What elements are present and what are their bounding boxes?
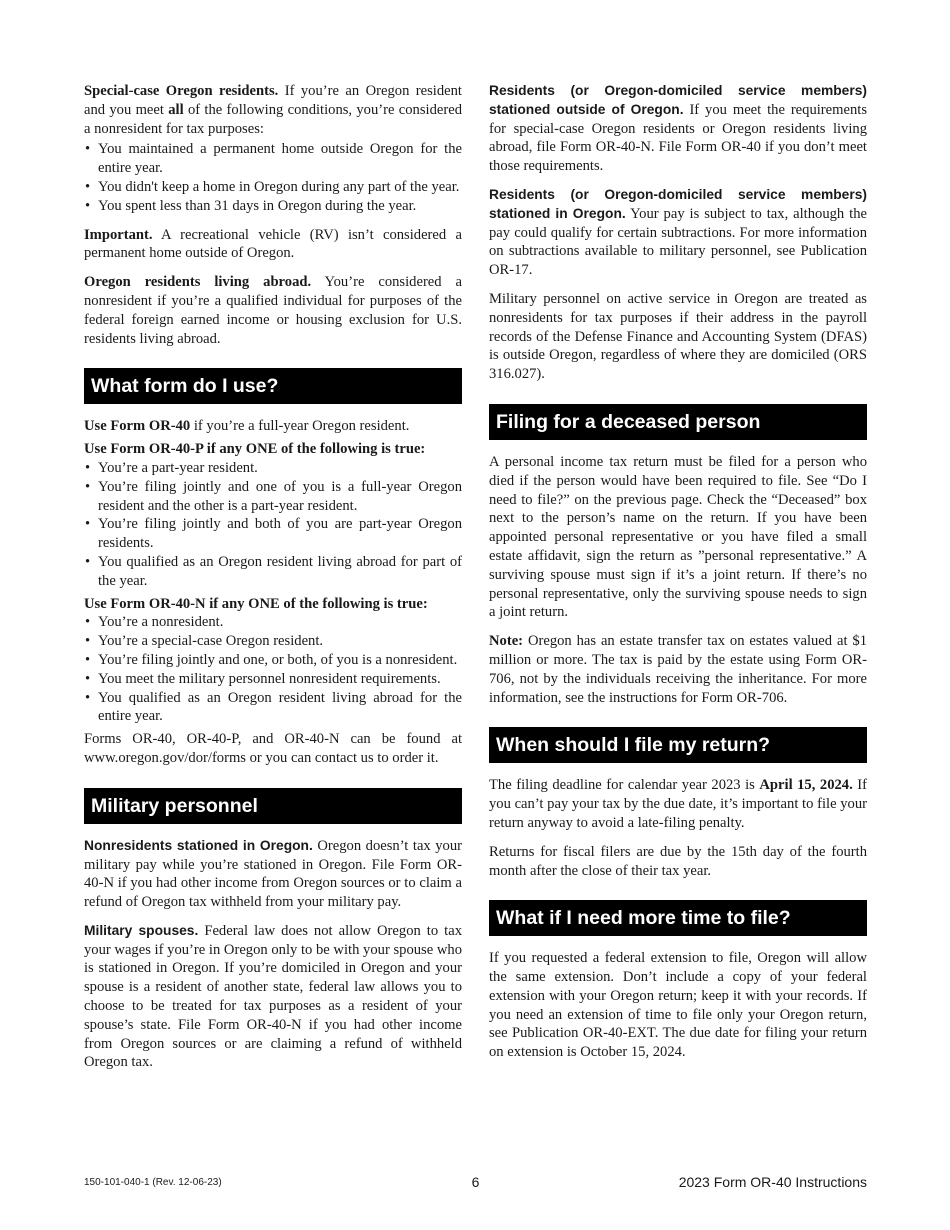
extension-paragraph: If you requested a federal extension to file, Oregon will allow the same extension. Don’t include a copy of your federal extension with your Oregon return; keep it with your records. If you need an extension of time to file only your Oregon return, see Publication OR-40-EXT. The due date for filing your return on extension is October 15, 2024. bbox=[489, 950, 867, 1061]
list-item: • You’re filing jointly and one of you is a full-year Oregon resident and the other is a part-year resident. bbox=[84, 478, 462, 516]
left-column bbox=[84, 82, 462, 1082]
page-footer bbox=[84, 1174, 867, 1190]
list-item: • You’re a part-year resident. bbox=[84, 459, 462, 478]
important-paragraph: Important. A recreational vehicle (RV) isn’t considered a permanent home outside of Oregon. bbox=[84, 226, 462, 262]
or40p-label: Use Form OR-40-P if any ONE of the following is true: bbox=[84, 441, 426, 458]
when-file-heading: When should I file my return? bbox=[489, 727, 867, 763]
active-service-paragraph: Military personnel on active service in Oregon are treated as nonresidents for tax purposes if their address in the payroll records of the Defense Finance and Accounting System (DFAS) is outside Oregon, regardless of where they are domiciled (ORS 316.027). bbox=[489, 290, 867, 383]
stationed-inside-paragraph: Residents (or Oregon-domiciled service members) stationed in Oregon. Your pay is subject to tax, although the pay could qualify for certain subtractions. For more information on subtractions available to military personnel, see Publication OR-17. bbox=[489, 186, 867, 279]
special-case-paragraph: Special-case Oregon residents. If you’re an Oregon resident and you meet all of the following conditions, you’re considered a nonresident for tax purposes: bbox=[84, 83, 462, 137]
fiscal-filers-paragraph: Returns for fiscal filers are due by the 15th day of the fourth month after the close of their tax year. bbox=[489, 843, 867, 879]
what-form-heading: What form do I use? bbox=[84, 368, 462, 404]
estate-note-paragraph: Note: Oregon has an estate transfer tax on estates valued at $1 million or more. The tax is paid by the estate using Form OR-706, not by the individuals receiving the inheritance. For more information, see the instructions for Form OR-706. bbox=[489, 633, 867, 706]
stationed-outside-paragraph: Residents (or Oregon-domiciled service members) stationed outside of Oregon. If you meet the requirements for special-case Oregon residents or Oregon residents living abroad, file Form OR-40-N. File Form OR-40 if you don’t meet those requirements. bbox=[489, 83, 868, 175]
page-number: 6 bbox=[471, 1174, 480, 1190]
list-item: • You maintained a permanent home outside Oregon for the entire year. bbox=[84, 140, 462, 178]
forms-found-paragraph: Forms OR-40, OR-40-P, and OR-40-N can be found at www.oregon.gov/dor/forms or you can contact us to order it. bbox=[84, 731, 462, 766]
list-item: • You qualified as an Oregon resident living abroad for the entire year. bbox=[84, 689, 462, 727]
list-item: • You’re filing jointly and one, or both, of you is a nonresident. bbox=[84, 651, 462, 670]
document-title: 2023 Form OR-40 Instructions bbox=[678, 1174, 867, 1190]
list-item: • You meet the military personnel nonresident requirements. bbox=[84, 670, 462, 689]
list-item: • You qualified as an Oregon resident living abroad for part of the year. bbox=[84, 553, 462, 591]
or40p-conditions-list bbox=[84, 459, 462, 591]
military-spouses-paragraph: Military spouses. Federal law does not allow Oregon to tax your wages if you’re in Oregon only to be with your spouse who is stationed in Oregon. If you’re domiciled in Oregon and your spouse is a resident of another state, federal law allows you to choose to be treated for tax purposes as a resident of your spouse’s state. File Form OR-40-N if you had other income from Oregon sources or are claiming a refund of withheld Oregon tax. bbox=[84, 922, 462, 1071]
list-item: • You’re filing jointly and both of you are part-year Oregon residents. bbox=[84, 515, 462, 553]
list-item: • You didn't keep a home in Oregon during any part of the year. bbox=[84, 178, 462, 197]
special-case-conditions-list bbox=[84, 140, 462, 215]
form-code: 150-101-040-1 (Rev. 12-06-23) bbox=[84, 1177, 222, 1188]
or40n-label: Use Form OR-40-N if any ONE of the following is true: bbox=[84, 595, 428, 612]
or40-paragraph: Use Form OR-40 if you’re a full-year Oregon resident. bbox=[84, 418, 410, 435]
list-item: • You spent less than 31 days in Oregon during the year. bbox=[84, 197, 462, 216]
right-column bbox=[489, 82, 867, 1072]
or40n-conditions-list bbox=[84, 613, 462, 726]
military-heading: Military personnel bbox=[84, 788, 462, 824]
list-item: • You’re a nonresident. bbox=[84, 613, 462, 632]
filing-deadline-paragraph: The filing deadline for calendar year 2023 is April 15, 2024. If you can’t pay your tax by the due date, it’s important to file your return anyway to avoid a late-filing penalty. bbox=[489, 777, 867, 831]
list-item: • You’re a special-case Oregon resident. bbox=[84, 632, 462, 651]
deceased-heading: Filing for a deceased person bbox=[489, 404, 867, 440]
more-time-heading: What if I need more time to file? bbox=[489, 900, 867, 936]
abroad-paragraph: Oregon residents living abroad. You’re considered a nonresident if you’re a qualified individual for purposes of the federal foreign earned income or housing exclusion for U.S. residents living abroad. bbox=[84, 274, 463, 347]
deceased-paragraph: A personal income tax return must be filed for a person who died if the person would have been required to file. See “Do I need to file?” on the previous page. Check the “Deceased” box next to the person’s name on the return. If you have been appointed personal representative or you have filed a small estate affidavit, sign the return as ”personal representative.” A surviving spouse must sign if it’s a joint return. If there’s no personal representative, only the surviving spouse needs to sign a joint return. bbox=[489, 453, 867, 621]
military-nonresidents-paragraph: Nonresidents stationed in Oregon. Oregon doesn’t tax your military pay while you’re stationed in Oregon. File Form OR-40-N if you had other income from Oregon sources or to claim a refund of Oregon tax withheld from your military pay. bbox=[84, 837, 463, 911]
